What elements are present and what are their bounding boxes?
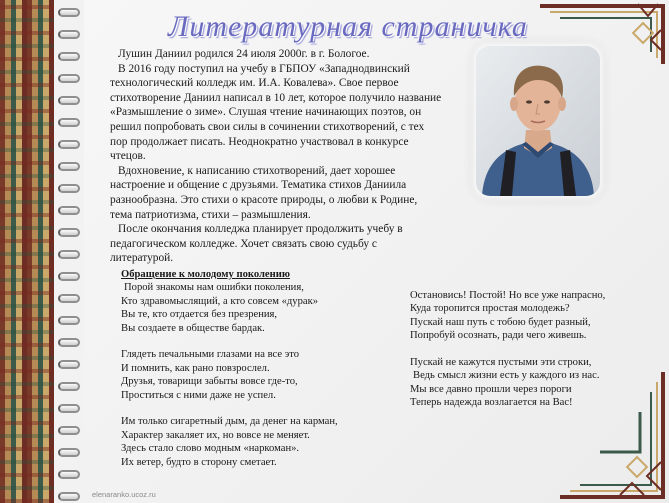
poem-line: Теперь надежда возлагается на Вас!	[410, 397, 573, 409]
spiral-ring	[58, 162, 80, 171]
spiral-ring	[58, 360, 80, 369]
poem-line: Пускай не кажутся пустыми эти строки,	[410, 357, 592, 369]
poem-line: Глядеть печальными глазами на все это	[121, 349, 300, 361]
poem-line: Вы те, кто отдается без презрения,	[121, 309, 278, 321]
spiral-ring	[58, 96, 80, 105]
spiral-ring	[58, 404, 80, 413]
source-link[interactable]: elenaranko.ucoz.ru	[92, 490, 156, 499]
poem-title: Обращение к молодому поколению	[121, 269, 290, 280]
spiral-ring	[58, 118, 80, 127]
poem-line: Их ветер, будто в сторону сметает.	[121, 456, 277, 468]
page-title: Литературная страничка	[168, 10, 528, 43]
poem-stanza	[410, 356, 640, 410]
bio-paragraph: После окончания колледжа планирует продолжить учебу в педагогическом колледже. Хочет связать свою судьбу с литературой.	[110, 223, 403, 265]
poem-line: Здесь стало слово модным «наркоман».	[121, 443, 300, 455]
spiral-ring	[58, 338, 80, 347]
spiral-ring	[58, 228, 80, 237]
spiral-ring	[58, 492, 80, 501]
author-portrait-image	[476, 46, 600, 196]
spiral-ring	[58, 8, 80, 17]
spiral-ring	[58, 316, 80, 325]
bio-paragraph: В 2016 году поступил на учебу в ГБПОУ «Западнодвинский технологический колледж им. И.А. Ковалева». Свое первое стихотворение Даниил написал в 10 лет, которое получило название «Размышление о зиме». Слушая чтение начинающих поэтов, он решил попробовать свои силы в сочинении стихотворений, с тех пор продолжает писать. Неоднократно участвовал в конкурсе чтецов.	[110, 62, 442, 163]
poem-line: Вы создаете в обществе бардак.	[121, 322, 265, 334]
poem-line: Мы все давно прошли через пороги	[410, 383, 572, 395]
poem-stanza	[121, 415, 391, 469]
poem-line: Проститься с ними даже не успел.	[121, 389, 276, 401]
spiral-ring	[58, 52, 80, 61]
plaid-border	[0, 0, 54, 503]
poem-stanza	[410, 289, 640, 343]
spiral-ring	[58, 470, 80, 479]
poem-left-column	[121, 268, 391, 482]
author-photo	[476, 46, 600, 196]
bio-text	[110, 47, 442, 266]
spiral-ring	[58, 426, 80, 435]
spiral-ring	[58, 140, 80, 149]
spiral-binding	[58, 0, 84, 503]
spiral-ring	[58, 74, 80, 83]
poem-line: Попробуй осознать, ради чего живешь.	[410, 330, 587, 342]
spiral-ring	[58, 184, 80, 193]
poem-line: Характер закаляет их, но вовсе не меняет.	[121, 429, 310, 441]
spiral-ring	[58, 294, 80, 303]
poem-line: Остановись! Постой! Но все уже напрасно,	[410, 290, 606, 301]
spiral-ring	[58, 448, 80, 457]
poem-line: И помнить, как рано повзрослел.	[121, 362, 270, 374]
spiral-ring	[58, 382, 80, 391]
poem-line: Порой знакомы нам ошибки поколения,	[124, 282, 304, 294]
poem-line: Пускай наш путь с тобою будет разный,	[410, 316, 591, 328]
spiral-ring	[58, 30, 80, 39]
bio-paragraph: Вдохновение, к написанию стихотворений, дает хорошее настроение и общение с друзьями. Тематика стихов Даниила разнообразна. Это стихи о красоте природы, о любви к Родине, тема патриотизма, стихи – размышления.	[110, 164, 418, 221]
poem-right-column	[410, 289, 640, 423]
poem-stanza	[121, 348, 391, 402]
spiral-ring	[58, 272, 80, 281]
poem-line: Друзья, товарищи забыты вовсе где-то,	[121, 376, 298, 388]
spiral-ring	[58, 206, 80, 215]
poem-line: Ведь смысл жизни есть у каждого из нас.	[413, 370, 600, 382]
poem-stanza	[121, 281, 391, 335]
spiral-ring	[58, 250, 80, 259]
poem-line: Куда торопится простая молодежь?	[410, 303, 570, 315]
bio-paragraph: Лушин Даниил родился 24 июля 2000г. в г. Бологое.	[118, 48, 370, 60]
poem-line: Им только сигаретный дым, да денег на карман,	[121, 416, 338, 428]
poem-line: Кто здравомыслящий, а кто совсем «дурак»	[121, 295, 319, 307]
